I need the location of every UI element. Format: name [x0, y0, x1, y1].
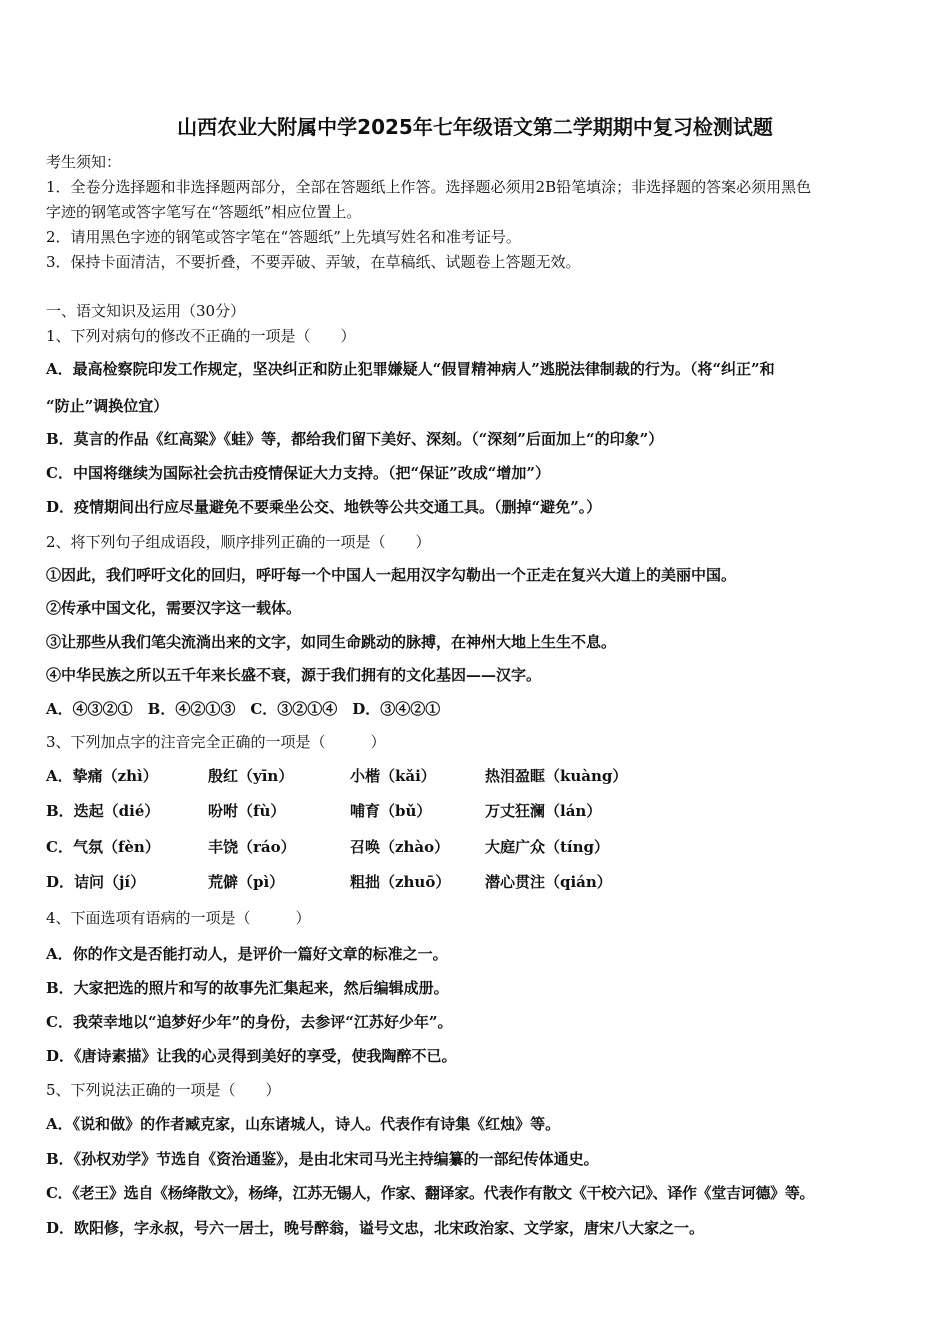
question-3-a-col-1: A．挚痛（zhì）	[46, 767, 158, 785]
question-3-b-col-1: B．迭起（dié）	[46, 802, 160, 820]
question-3-c-col-4: 大庭广众（tíng）	[485, 838, 610, 856]
question-4-option-a: A．你的作文是否能打动人，是评价一篇好文章的标准之一。	[46, 945, 448, 963]
question-3-c-col-3: 召唤（zhào）	[350, 838, 450, 856]
notice-item-2: 2．请用黑色字迹的钢笔或答字笔在“答题纸”上先填写姓名和准考证号。	[46, 228, 521, 246]
exam-title: 山西农业大附属中学2025年七年级语文第二学期期中复习检测试题	[177, 115, 773, 139]
question-3-d-col-3: 粗拙（zhuō）	[350, 873, 451, 891]
question-3-c-col-1: C．气氛（fèn）	[46, 838, 160, 856]
question-4-option-b: B．大家把选的照片和写的故事先汇集起来，然后编辑成册。	[46, 979, 449, 997]
question-4-option-c: C．我荣幸地以“追梦好少年”的身份，去参评“江苏好少年”。	[46, 1013, 453, 1031]
notice-item-1-line-1: 1．全卷分选择题和非选择题两部分，全部在答题纸上作答。选择题必须用2B铅笔填涂；非选择题的答案必须用黑色	[46, 178, 812, 196]
question-3-d-col-1: D．诘问（jí）	[46, 873, 146, 891]
question-3-c-col-2: 丰饶（ráo）	[208, 838, 296, 856]
question-1-option-a-line-2: “防止”调换位宜）	[46, 397, 169, 415]
question-2-options: A．④③②① B．④②①③ C．③②①④ D．③④②①	[46, 700, 441, 718]
question-5-option-c: C．《老王》选自《杨绛散文》，杨绛，江苏无锡人，作家、翻译家。代表作有散文《干校六记》、译作《堂吉诃德》等。	[46, 1184, 815, 1202]
question-1-option-a-line-1: A．最高检察院印发工作规定，坚决纠正和防止犯罪嫌疑人“假冒精神病人”逃脱法律制裁的行为。（将“纠正”和	[46, 360, 775, 378]
question-2-sentence-4: ④中华民族之所以五千年来长盛不衰，源于我们拥有的文化基因——汉字。	[46, 666, 542, 684]
question-5-option-a: A．《说和做》的作者臧克家，山东诸城人，诗人。代表作有诗集《红烛》等。	[46, 1115, 561, 1133]
question-3-a-col-3: 小楷（kǎi）	[350, 767, 436, 785]
question-3-b-col-3: 哺育（bǔ）	[350, 802, 432, 820]
question-3-a-col-4: 热泪盈眶（kuàng）	[485, 767, 628, 785]
question-3-a-col-2: 殷红（yīn）	[208, 767, 294, 785]
question-2-stem: 2、将下列句子组成语段，顺序排列正确的一项是（ ）	[46, 533, 431, 551]
question-1-stem: 1、下列对病句的修改不正确的一项是（ ）	[46, 327, 356, 345]
question-4-stem: 4、下面选项有语病的一项是（ ）	[46, 909, 311, 927]
question-5-stem: 5、下列说法正确的一项是（ ）	[46, 1081, 281, 1099]
question-4-option-d: D．《唐诗素描》让我的心灵得到美好的享受，使我陶醉不已。	[46, 1047, 457, 1065]
notice-item-3: 3．保持卡面清洁，不要折叠，不要弄破、弄皱，在草稿纸、试题卷上答题无效。	[46, 253, 581, 271]
question-5-option-b: B．《孙权劝学》节选自《资治通鉴》，是由北宋司马光主持编纂的一部纪传体通史。	[46, 1150, 599, 1168]
question-2-sentence-1: ①因此，我们呼吁文化的回归，呼吁每一个中国人一起用汉字勾勒出一个正走在复兴大道上的美丽中国。	[46, 566, 737, 584]
question-2-sentence-2: ②传承中国文化，需要汉字这一载体。	[46, 599, 302, 617]
question-5-option-d: D．欧阳修，字永叔，号六一居士，晚号醉翁，谥号文忠，北宋政治家、文学家，唐宋八大家之一。	[46, 1219, 705, 1237]
question-1-option-d: D．疫情期间出行应尽量避免不要乘坐公交、地铁等公共交通工具。（删掉“避免”。）	[46, 498, 602, 516]
question-1-option-b: B．莫言的作品《红高粱》《蛙》等，都给我们留下美好、深刻。（“深刻”后面加上“的印象”）	[46, 430, 664, 448]
question-3-b-col-2: 吩咐（fù）	[208, 802, 286, 820]
question-3-b-col-4: 万丈狂澜（lán）	[485, 802, 602, 820]
question-3-d-col-4: 潜心贯注（qián）	[485, 873, 612, 891]
question-1-option-c: C．中国将继续为国际社会抗击疫情保证大力支持。（把“保证”改成“增加”）	[46, 464, 550, 482]
question-3-stem: 3、下列加点字的注音完全正确的一项是（ ）	[46, 733, 386, 751]
notice-item-1-line-2: 字迹的钢笔或答字笔写在“答题纸”相应位置上。	[46, 203, 362, 221]
question-3-d-col-2: 荒僻（pì）	[208, 873, 285, 891]
notice-heading: 考生须知：	[46, 153, 122, 171]
question-2-sentence-3: ③让那些从我们笔尖流淌出来的文字，如同生命跳动的脉搏，在神州大地上生生不息。	[46, 633, 617, 651]
section-heading: 一、语文知识及运用（30分）	[46, 302, 246, 320]
